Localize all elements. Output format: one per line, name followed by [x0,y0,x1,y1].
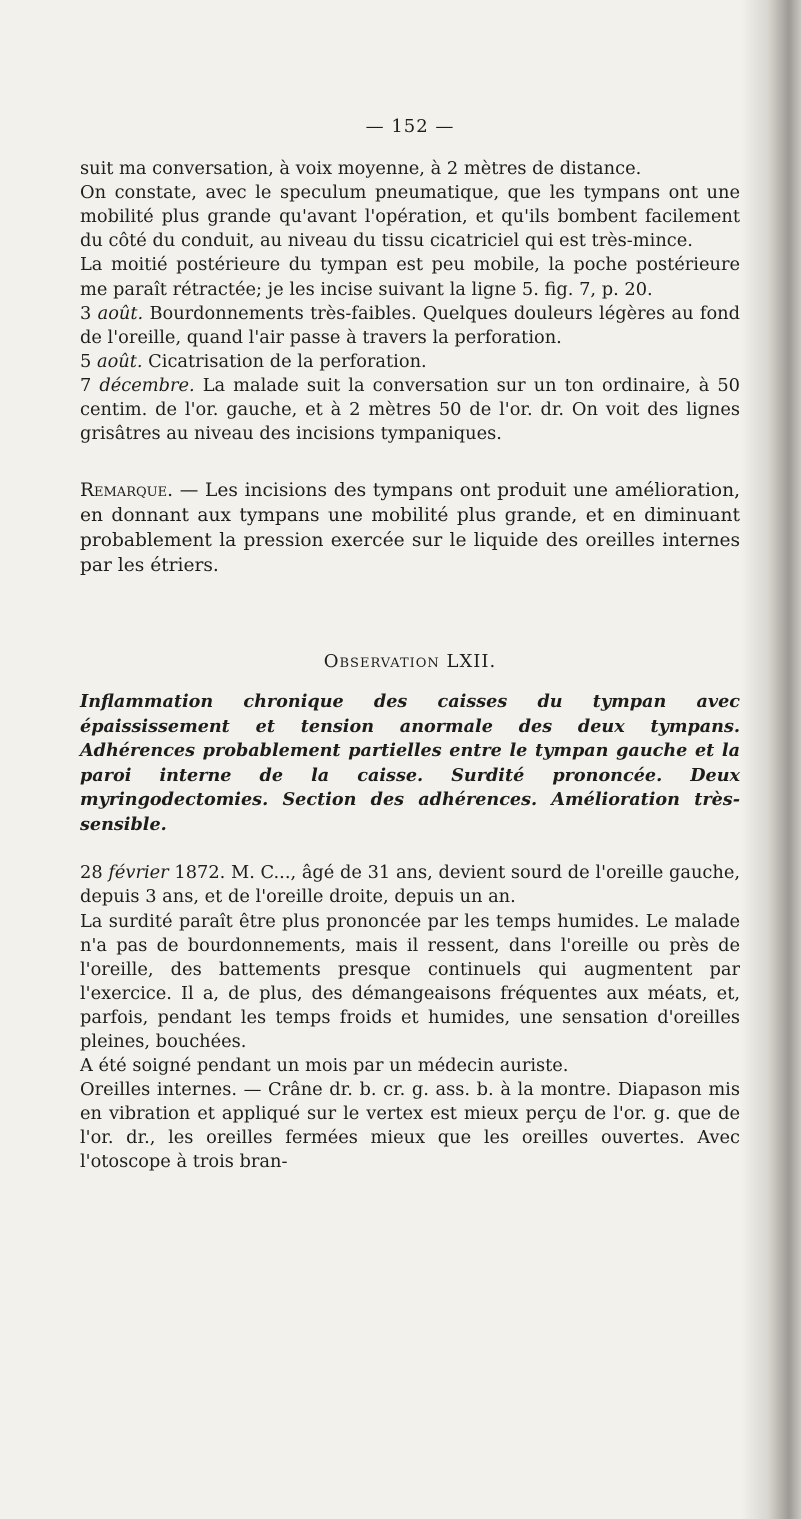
case-paragraph-4: Oreilles internes. — Crâne dr. b. cr. g. ass. b. à la montre. Diapason mis en vibration et appliqué sur le vertex est mieux perçu de l'or. g. que de l'or. dr., les oreilles fermées mieux que les oreilles ouvertes. Avec l'otoscope à trois bran- [80,1079,740,1173]
paragraph-1: suit ma conversation, à voix moyenne, à 2 mètres de distance. [80,158,642,180]
date-label: août. [96,350,143,372]
remark-label: Remarque. [80,480,173,502]
case-paragraph-3: A été soigné pendant un mois par un médecin auriste. [80,1055,569,1077]
page-number: — 152 — [365,116,455,137]
book-page [80,115,740,1175]
date-label: août. [97,302,144,324]
case-paragraph-1: 28 février 1872. M. C..., âgé de 31 ans, devient sourd de l'oreille gauche, depuis 3 ans, et de l'oreille droite, depuis un an. [80,862,740,908]
observation-heading: Observation LXII. [323,651,497,673]
observation-title: Inflammation chronique des caisses du tympan avec épaississement et tension anormale des deux tympans. Adhérences probablement partielles entre le tympan gauche et la paroi interne de la caisse. Surdité prononcée. Deux myringodectomies. Section des adhérences. Amélioration très-sensible. [80,691,740,835]
case-paragraph-2: La surdité paraît être plus prononcée par les temps humides. Le malade n'a pas de bourdonnements, mais il ressent, dans l'oreille ou près de l'oreille, des battements presque continuels qui augmentent par l'exercice. Il a, de plus, des démangeaisons fréquentes aux méats, et, parfois, pendant les temps froids et humides, une sensation d'oreilles pleines, bouchées. [80,910,740,1052]
paragraph-3: La moitié postérieure du tympan est peu mobile, la poche postérieure me paraît rétractée; je les incise suivant la ligne 5. fig. 7, p. 20. [80,254,740,300]
remark-paragraph: Remarque. — Les incisions des tympans ont produit une amélioration, en donnant aux tympans une mobilité plus grande, et en diminuant probablement la pression exercée sur le liquide des oreilles internes par les étriers. [80,480,740,577]
paragraph-2: On constate, avec le speculum pneumatique, que les tympans ont une mobilité plus grande qu'avant l'opération, et qu'ils bombent facilement du côté du conduit, au niveau du tissu cicatriciel qui est très-mince. [80,182,740,252]
paragraph-4: 3 août. Bourdonnements très-faibles. Quelques douleurs légères au fond de l'oreille, quand l'air passe à travers la perforation. [80,302,741,348]
date-label: février [108,862,169,884]
page-edge-shadow [741,0,801,1519]
date-label: décembre. [99,374,195,396]
paragraph-6: 7 décembre. La malade suit la conversation sur un ton ordinaire, à 50 centim. de l'or. gauche, et à 2 mètres 50 de l'or. dr. On voit des lignes grisâtres au niveau des incisions tympaniques. [80,374,740,445]
paragraph-5: 5 août. Cicatrisation de la perforation. [80,350,427,372]
